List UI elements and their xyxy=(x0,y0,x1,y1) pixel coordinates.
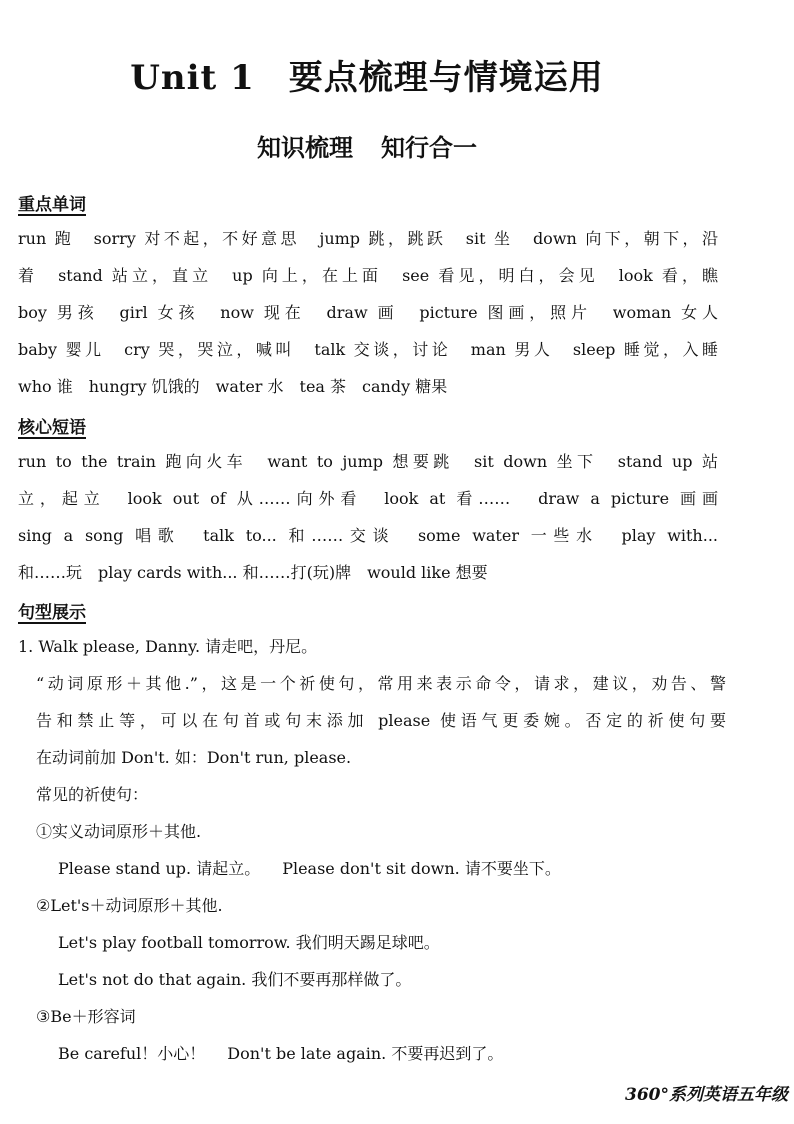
pattern-3-example-b: Don't be late again. 不要再迟到了。 xyxy=(227,1044,504,1063)
pattern-3-example xyxy=(58,1043,728,1065)
pattern-2: ②Let's＋动词原形＋其他. xyxy=(36,896,223,915)
subtitle-left: 知识梳理 xyxy=(257,134,353,162)
pattern-3-example-a: Be careful！小心！ xyxy=(58,1044,206,1063)
phrases-line: 立，起立 look out of 从……向外看 look at 看…… draw a picture 画画 xyxy=(18,489,718,508)
pattern-1-example-b: Please don't sit down. 请不要坐下。 xyxy=(282,859,561,878)
section-heading-phrases: 核心短语 xyxy=(18,418,86,438)
footer-series: 360°系列英语五年级 xyxy=(625,1085,788,1105)
section-heading-sentences: 句型展示 xyxy=(18,603,86,623)
pattern-3: ③Be＋形容词 xyxy=(36,1007,136,1026)
title-text: 要点梳理与情境运用 xyxy=(288,58,604,98)
pattern-2-example-1: Let's play football tomorrow. 我们明天踢足球吧。 xyxy=(58,933,440,952)
phrases-line: sing a song 唱歌 talk to... 和……交谈 some water 一些水 play with... xyxy=(18,526,718,545)
pattern-1: ①实义动词原形＋其他. xyxy=(36,822,202,841)
unit-label: Unit 1 xyxy=(130,58,255,98)
sentence-item-1: 1. Walk please, Danny. 请走吧，丹尼。 xyxy=(18,637,318,656)
page-subtitle xyxy=(0,128,734,163)
section-heading-words: 重点单词 xyxy=(18,195,86,215)
subtitle-right: 知行合一 xyxy=(381,134,477,162)
pattern-1-example xyxy=(58,858,728,880)
words-line: who 谁 hungry 饥饿的 water 水 tea 茶 candy 糖果 xyxy=(18,377,448,396)
phrases-line: run to the train 跑向火车 want to jump 想要跳 sit down 坐下 stand up 站 xyxy=(18,452,718,471)
explanation-line: 在动词前加 Don't. 如：Don't run, please. xyxy=(36,748,352,767)
page-title xyxy=(0,50,734,99)
phrases-line: 和……玩 play cards with... 和……打(玩)牌 would like 想要 xyxy=(18,563,488,582)
explanation-line: “动词原形＋其他.”，这是一个祈使句，常用来表示命令，请求，建议，劝告、警 xyxy=(36,674,726,693)
words-line: baby 婴儿 cry 哭，哭泣，喊叫 talk 交谈，讨论 man 男人 sleep 睡觉，入睡 xyxy=(18,340,718,359)
pattern-2-example-2: Let's not do that again. 我们不要再那样做了。 xyxy=(58,970,412,989)
words-line: boy 男孩 girl 女孩 now 现在 draw 画 picture 图画，照片 woman 女人 xyxy=(18,303,718,322)
pattern-1-example-a: Please stand up. 请起立。 xyxy=(58,859,261,878)
explanation-line: 告和禁止等，可以在句首或句末添加 please 使语气更委婉。否定的祈使句要 xyxy=(36,711,726,730)
common-label: 常见的祈使句： xyxy=(36,785,149,804)
words-line: 着 stand 站立，直立 up 向上，在上面 see 看见，明白，会见 look 看，瞧 xyxy=(18,266,718,285)
words-line: run 跑 sorry 对不起，不好意思 jump 跳，跳跃 sit 坐 down 向下，朝下，沿 xyxy=(18,229,718,248)
